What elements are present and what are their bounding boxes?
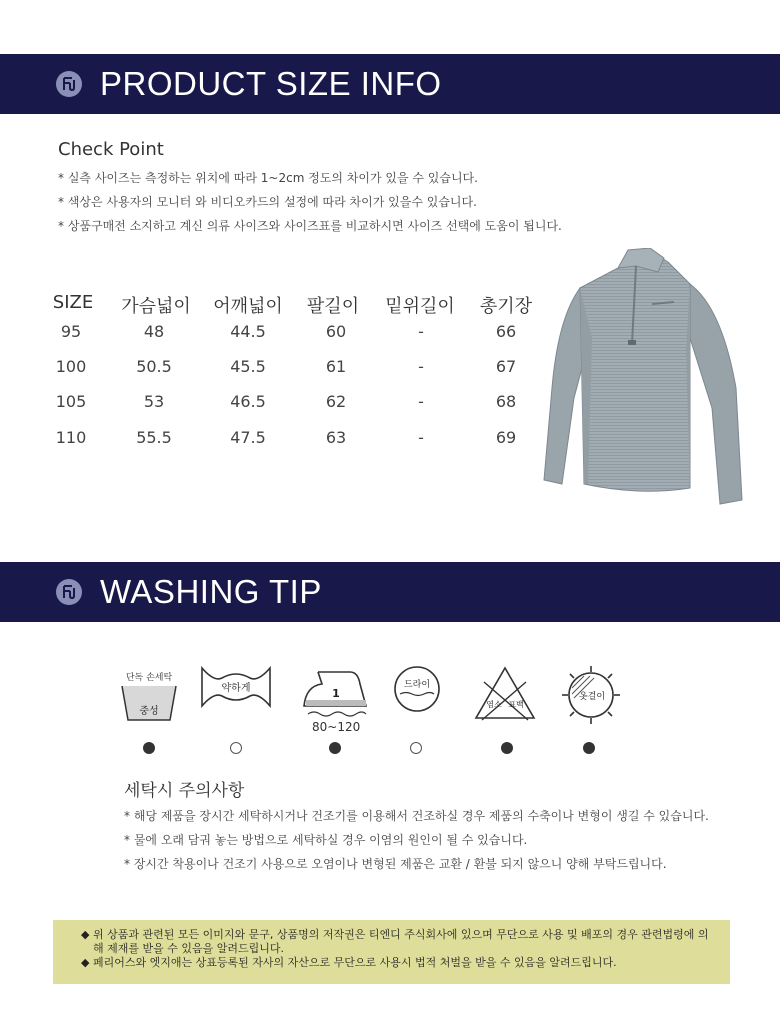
- column-header: 어깨넓이: [213, 296, 283, 317]
- gentle-wring-label: 약하게: [221, 683, 251, 694]
- check-point-notes: [58, 170, 562, 242]
- iron-selected-indicator: [329, 742, 341, 754]
- dry-clean-selected-indicator: [410, 742, 422, 754]
- no-bleach-selected-indicator: [501, 742, 513, 754]
- washing-tip-title: WASHING TIP: [100, 573, 322, 610]
- hand-wash-top-label: 단독 손세탁: [125, 673, 173, 683]
- table-cell: 105: [55, 392, 87, 411]
- check-note: * 실측 사이즈는 측정하는 위치에 따라 1~2cm 정도의 차이가 있을 수 있습니다.: [58, 171, 478, 185]
- no-bleach-left-label: 염소: [486, 700, 502, 709]
- trademark-line: ◆ 페리어스와 엣지애는 상표등록된 자사의 자산으로 무단으로 사용시 법적 처벌을 받을 수 있음을 알려드립니다.: [81, 956, 716, 970]
- no-bleach-right-label: 표백: [508, 700, 524, 709]
- hang-dry-label: 옷걸이: [578, 692, 606, 702]
- size-info-title: PRODUCT SIZE INFO: [100, 65, 442, 102]
- hand-wash-icon: [118, 664, 180, 726]
- caution-note: * 장시간 착용이나 건조기 사용으로 오염이나 변형된 제품은 교환 / 환불 되지 않으니 양해 부탁드립니다.: [124, 857, 667, 871]
- dry-clean-icon: [392, 664, 442, 714]
- table-cell: 55.5: [136, 428, 172, 447]
- table-cell: 48: [143, 322, 165, 341]
- table-cell: 68: [495, 392, 517, 411]
- copyright-notice: [53, 920, 730, 984]
- column-header: 가슴넓이: [121, 296, 191, 317]
- table-row: [40, 357, 540, 381]
- washing-tip-header: [0, 562, 780, 622]
- brand-logo-icon: [56, 579, 82, 605]
- brand-logo-icon: [56, 71, 82, 97]
- hang-dry-icon: [560, 664, 622, 726]
- gentle-wring-selected-indicator: [230, 742, 242, 754]
- check-point-title: Check Point: [58, 139, 164, 160]
- table-cell: 67: [495, 357, 517, 376]
- column-header: SIZE: [52, 292, 94, 313]
- size-info-header: [0, 54, 780, 114]
- table-cell: 62: [325, 392, 347, 411]
- table-cell: 69: [495, 428, 517, 447]
- table-cell: 100: [55, 357, 87, 376]
- iron-icon: [300, 664, 370, 720]
- table-cell: -: [418, 357, 424, 376]
- table-cell: 61: [325, 357, 347, 376]
- table-cell: 46.5: [230, 392, 266, 411]
- size-table-header: [40, 292, 540, 316]
- washing-caution-notes: [124, 808, 709, 880]
- copyright-line: ◆ 위 상품과 관련된 모든 이미지와 문구, 상품명의 저작권은 티엔디 주식회사에 있으며 무단으로 사용 및 배포의 경우 관련법령에 의해 제재를 받을 수 있음을 알려드립니다.: [81, 928, 716, 956]
- hand-wash-bottom-label: 중성: [139, 706, 159, 717]
- table-cell: 66: [495, 322, 517, 341]
- table-cell: 45.5: [230, 357, 266, 376]
- table-cell: -: [418, 322, 424, 341]
- product-shirt-image: [540, 248, 750, 510]
- caution-note: * 해당 제품을 장시간 세탁하시거나 건조기를 이용해서 건조하실 경우 제품의 수축이나 변형이 생길 수 있습니다.: [124, 809, 709, 823]
- table-row: [40, 428, 540, 452]
- table-cell: 110: [55, 428, 87, 447]
- table-cell: 60: [325, 322, 347, 341]
- table-cell: 44.5: [230, 322, 266, 341]
- table-cell: 50.5: [136, 357, 172, 376]
- caution-note: * 물에 오래 담궈 놓는 방법으로 세탁하실 경우 이염의 원인이 될 수 있습니다.: [124, 833, 528, 847]
- column-header: 팔길이: [306, 296, 360, 317]
- table-row: [40, 322, 540, 346]
- hand-wash-selected-indicator: [143, 742, 155, 754]
- check-note: * 색상은 사용자의 모니터 와 비디오카드의 설정에 따라 차이가 있을수 있습니다.: [58, 195, 477, 209]
- iron-temperature-label: 80~120: [312, 720, 361, 734]
- table-cell: -: [418, 392, 424, 411]
- dry-clean-label: 드라이: [403, 680, 431, 690]
- no-bleach-icon: [472, 664, 538, 722]
- check-note: * 상품구매전 소지하고 계신 의류 사이즈와 사이즈표를 비교하시면 사이즈 선택에 도움이 됩니다.: [58, 219, 562, 233]
- table-row: [40, 392, 540, 416]
- table-cell: 95: [60, 322, 82, 341]
- column-header: 총기장: [479, 296, 533, 317]
- hang-dry-selected-indicator: [583, 742, 595, 754]
- table-cell: 53: [143, 392, 165, 411]
- washing-caution-title: 세탁시 주의사항: [124, 781, 245, 801]
- gentle-wring-icon: [198, 664, 274, 710]
- column-header: 밑위길이: [385, 296, 455, 317]
- table-cell: 63: [325, 428, 347, 447]
- iron-level-label: 1: [332, 687, 340, 700]
- table-cell: -: [418, 428, 424, 447]
- table-cell: 47.5: [230, 428, 266, 447]
